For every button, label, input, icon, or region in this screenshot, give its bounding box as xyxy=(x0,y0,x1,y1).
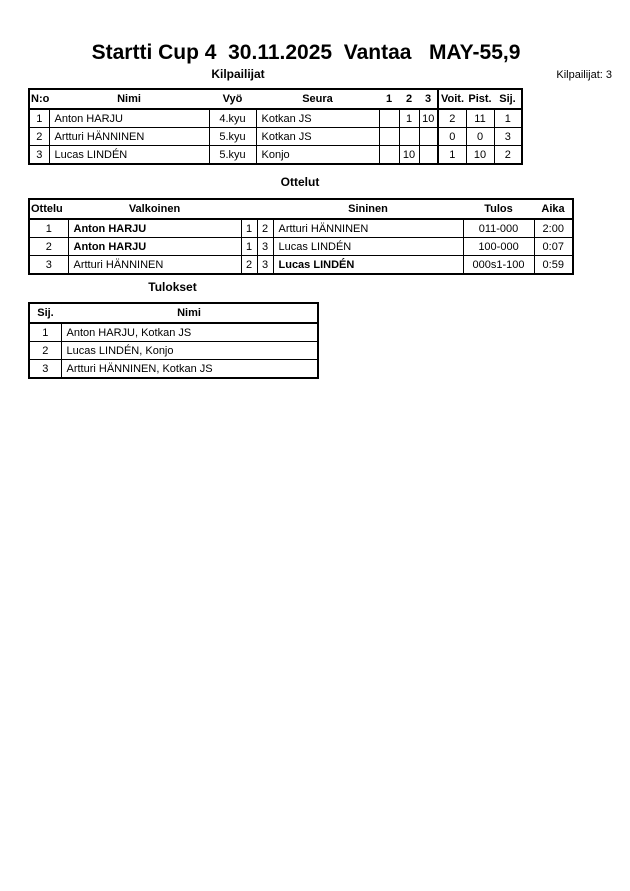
cell-match1 xyxy=(379,109,399,128)
cell-time: 0:07 xyxy=(534,238,573,256)
cell-match2: 1 xyxy=(399,109,419,128)
cell-place: 1 xyxy=(29,323,61,342)
cell-points: 0 xyxy=(466,128,494,146)
match-row xyxy=(29,219,573,238)
cell-white-name: Anton HARJU xyxy=(68,219,241,238)
results-header-row xyxy=(29,303,318,323)
cell-place: 2 xyxy=(29,342,61,360)
header-white: Valkoinen xyxy=(68,199,241,219)
cell-wins: 1 xyxy=(438,146,466,165)
page-title: Startti Cup 4 30.11.2025 Vantaa MAY-55,9 xyxy=(91,41,521,64)
cell-place: 2 xyxy=(494,146,522,165)
competitor-row xyxy=(29,128,522,146)
cell-no: 3 xyxy=(29,146,49,165)
cell-blue-no: 3 xyxy=(257,256,273,275)
cell-match-no: 1 xyxy=(29,219,68,238)
cell-place: 3 xyxy=(494,128,522,146)
cell-match-no: 3 xyxy=(29,256,68,275)
cell-name: Anton HARJU xyxy=(49,109,209,128)
cell-match2 xyxy=(399,128,419,146)
header-place: Sij. xyxy=(29,303,61,323)
competitor-row xyxy=(29,109,522,128)
header-blue: Sininen xyxy=(273,199,463,219)
cell-name: Lucas LINDÉN, Konjo xyxy=(61,342,318,360)
cell-wins: 2 xyxy=(438,109,466,128)
cell-club: Kotkan JS xyxy=(256,109,379,128)
match-row xyxy=(29,238,573,256)
cell-place: 3 xyxy=(29,360,61,379)
competitors-table xyxy=(28,88,523,165)
cell-match1 xyxy=(379,128,399,146)
matches-heading: Ottelut xyxy=(280,175,320,189)
header-match3: 3 xyxy=(419,89,438,109)
result-row xyxy=(29,342,318,360)
header-name: Nimi xyxy=(49,89,209,109)
cell-club: Kotkan JS xyxy=(256,128,379,146)
header-no: N:o xyxy=(29,89,49,109)
cell-name: Artturi HÄNNINEN xyxy=(49,128,209,146)
match-row xyxy=(29,256,573,275)
results-table xyxy=(28,302,319,379)
header-match1: 1 xyxy=(379,89,399,109)
cell-belt: 4.kyu xyxy=(209,109,256,128)
matches-table xyxy=(28,198,574,275)
cell-points: 11 xyxy=(466,109,494,128)
cell-match3: 10 xyxy=(419,109,438,128)
cell-match-no: 2 xyxy=(29,238,68,256)
cell-match3 xyxy=(419,128,438,146)
header-belt: Vyö xyxy=(209,89,256,109)
cell-result: 000s1-100 xyxy=(463,256,534,275)
cell-belt: 5.kyu xyxy=(209,146,256,165)
cell-club: Konjo xyxy=(256,146,379,165)
cell-name: Artturi HÄNNINEN, Kotkan JS xyxy=(61,360,318,379)
cell-time: 2:00 xyxy=(534,219,573,238)
cell-blue-no: 2 xyxy=(257,219,273,238)
cell-wins: 0 xyxy=(438,128,466,146)
cell-white-no: 1 xyxy=(241,238,257,256)
cell-no: 1 xyxy=(29,109,49,128)
header-time: Aika xyxy=(534,199,573,219)
cell-white-no: 2 xyxy=(241,256,257,275)
competitor-row xyxy=(29,146,522,165)
cell-result: 011-000 xyxy=(463,219,534,238)
cell-white-no: 1 xyxy=(241,219,257,238)
cell-place: 1 xyxy=(494,109,522,128)
header-result: Tulos xyxy=(463,199,534,219)
cell-white-name: Artturi HÄNNINEN xyxy=(68,256,241,275)
header-name: Nimi xyxy=(61,303,318,323)
header-white-no xyxy=(241,199,257,219)
header-wins: Voit. xyxy=(438,89,466,109)
cell-belt: 5.kyu xyxy=(209,128,256,146)
cell-white-name: Anton HARJU xyxy=(68,238,241,256)
cell-result: 100-000 xyxy=(463,238,534,256)
result-row xyxy=(29,360,318,379)
header-club: Seura xyxy=(256,89,379,109)
header-match: Ottelu xyxy=(29,199,68,219)
cell-blue-name: Artturi HÄNNINEN xyxy=(273,219,463,238)
competitor-count: Kilpailijat: 3 xyxy=(556,69,612,81)
header-blue-no xyxy=(257,199,273,219)
result-row xyxy=(29,323,318,342)
cell-name: Lucas LINDÉN xyxy=(49,146,209,165)
cell-no: 2 xyxy=(29,128,49,146)
header-match2: 2 xyxy=(399,89,419,109)
cell-blue-name: Lucas LINDÉN xyxy=(273,256,463,275)
cell-blue-no: 3 xyxy=(257,238,273,256)
results-heading: Tulokset xyxy=(148,280,197,294)
matches-header-row xyxy=(29,199,573,219)
header-points: Pist. xyxy=(466,89,494,109)
competitors-heading: Kilpailijat xyxy=(211,67,265,81)
cell-name: Anton HARJU, Kotkan JS xyxy=(61,323,318,342)
cell-time: 0:59 xyxy=(534,256,573,275)
cell-points: 10 xyxy=(466,146,494,165)
header-place: Sij. xyxy=(494,89,522,109)
cell-match2: 10 xyxy=(399,146,419,165)
cell-match3 xyxy=(419,146,438,165)
cell-match1 xyxy=(379,146,399,165)
cell-blue-name: Lucas LINDÉN xyxy=(273,238,463,256)
competitors-header-row xyxy=(29,89,522,109)
